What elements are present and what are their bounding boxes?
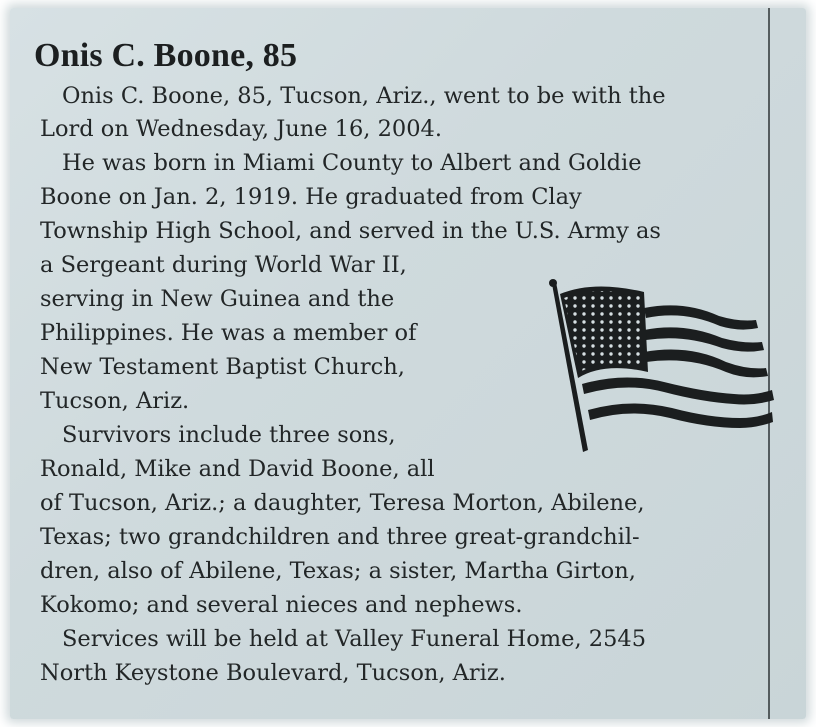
body-line-16: Kokomo; and several nieces and nephews. [40,592,523,618]
body-line-18: North Keystone Boulevard, Tucson, Ariz. [40,660,506,686]
body-line-8: Philippines. He was a member of [40,320,417,346]
body-line-17: Services will be held at Valley Funeral Home, 2545 [62,626,647,652]
body-line-4: Boone on Jan. 2, 1919. He graduated from Clay [40,184,582,210]
body-line-5: Township High School, and served in the U.S. Army as [40,218,661,244]
american-flag-icon [544,278,774,458]
body-line-14: Texas; two grandchildren and three great-grandchil- [40,524,640,550]
body-line-12: Ronald, Mike and David Boone, all [40,456,435,482]
body-line-11: Survivors include three sons, [62,422,396,448]
body-line-7: serving in New Guinea and the [40,286,395,312]
body-line-10: Tucson, Ariz. [40,388,190,414]
body-line-2: Lord on Wednesday, June 16, 2004. [40,116,443,142]
body-line-15: dren, also of Abilene, Texas; a sister, Martha Girton, [40,558,636,584]
body-line-13: of Tucson, Ariz.; a daughter, Teresa Morton, Abilene, [40,490,645,516]
body-line-9: New Testament Baptist Church, [40,354,405,380]
body-line-1: Onis C. Boone, 85, Tucson, Ariz., went to be with the [62,83,666,109]
newspaper-clipping [10,8,806,719]
body-line-3: He was born in Miami County to Albert and Goldie [62,150,642,176]
obituary-title: Onis C. Boone, 85 [34,37,298,74]
body-line-6: a Sergeant during World War II, [40,252,407,278]
